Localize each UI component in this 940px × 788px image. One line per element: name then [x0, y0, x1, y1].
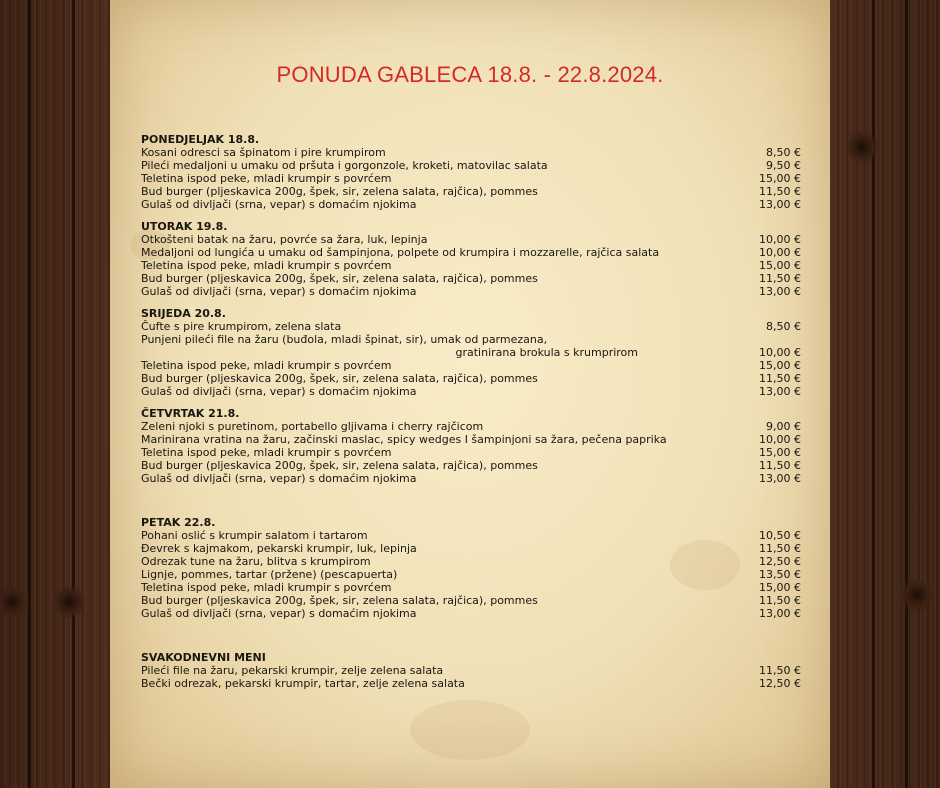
wood-plank-gap — [28, 0, 31, 788]
item-price: 10,00 € — [759, 433, 801, 446]
item-name: Bud burger (pljeskavica 200g, špek, sir, zelena salata, rajčica), pommes — [141, 459, 538, 472]
page-title: PONUDA GABLECA 18.8. - 22.8.2024. — [276, 62, 664, 87]
menu-item — [141, 198, 801, 211]
item-name: Pileći file na žaru, pekarski krumpir, zelje zelena salata — [141, 664, 444, 677]
item-price: 10,00 € — [759, 346, 801, 359]
day-section-thursday — [141, 407, 801, 485]
item-price: 10,50 € — [759, 529, 801, 542]
menu-item — [141, 446, 801, 459]
menu-item — [141, 607, 801, 620]
day-section-tuesday — [141, 220, 801, 298]
item-price: 8,50 € — [766, 320, 801, 333]
menu-item — [141, 385, 801, 398]
day-title: UTORAK 19.8. — [141, 220, 228, 233]
menu-item — [141, 677, 801, 690]
item-price: 15,00 € — [759, 259, 801, 272]
menu-item — [141, 372, 801, 385]
item-name: Gulaš od divljači (srna, vepar) s domaćim njokima — [141, 285, 417, 298]
menu-item — [141, 333, 801, 359]
item-name: Bud burger (pljeskavica 200g, špek, sir, zelena salata, rajčica), pommes — [141, 272, 538, 285]
wood-plank-gap — [905, 0, 908, 788]
wood-knot — [52, 585, 86, 619]
item-price: 12,50 € — [759, 555, 801, 568]
item-name: Gulaš od divljači (srna, vepar) s domaćim njokima — [141, 472, 417, 485]
item-name: Bečki odrezak, pekarski krumpir, tartar, zelje zelena salata — [141, 677, 465, 690]
item-name: Bud burger (pljeskavica 200g, špek, sir, zelena salata, rajčica), pommes — [141, 185, 538, 198]
item-name: Gulaš od divljači (srna, vepar) s domaćim njokima — [141, 385, 417, 398]
menu-item — [141, 185, 801, 198]
menu-item — [141, 529, 801, 542]
item-price: 13,00 € — [759, 472, 801, 485]
item-price: 11,50 € — [759, 372, 801, 385]
item-name: Pileći medaljoni u umaku od pršuta i gorgonzole, kroketi, matovilac salata — [141, 159, 548, 172]
item-price: 11,50 € — [759, 459, 801, 472]
menu-item — [141, 542, 801, 555]
day-title: ČETVRTAK 21.8. — [141, 407, 240, 420]
menu-item — [141, 159, 801, 172]
item-price: 11,50 € — [759, 542, 801, 555]
menu-item — [141, 285, 801, 298]
menu-item — [141, 581, 801, 594]
item-price: 11,50 € — [759, 594, 801, 607]
item-price: 15,00 € — [759, 359, 801, 372]
item-price: 8,50 € — [766, 146, 801, 159]
menu-item — [141, 172, 801, 185]
menu-item — [141, 433, 801, 446]
menu-item — [141, 555, 801, 568]
menu-item — [141, 664, 801, 677]
item-price: 9,00 € — [766, 420, 801, 433]
item-price: 15,00 € — [759, 446, 801, 459]
item-name: Odrezak tune na žaru, blitva s krumpirom — [141, 555, 371, 568]
item-name: Ðevrek s kajmakom, pekarski krumpir, luk, lepinja — [141, 542, 417, 555]
menu-item — [141, 272, 801, 285]
menu-item — [141, 146, 801, 159]
item-price: 13,00 € — [759, 198, 801, 211]
item-name: Otkošteni batak na žaru, povrće sa žara, luk, lepinja — [141, 233, 428, 246]
item-price: 10,00 € — [759, 233, 801, 246]
item-name: Zeleni njoki s puretinom, portabello gljivama i cherry rajčicom — [141, 420, 484, 433]
item-price: 12,50 € — [759, 677, 801, 690]
item-price: 13,00 € — [759, 285, 801, 298]
item-price: 11,50 € — [759, 272, 801, 285]
item-price: 15,00 € — [759, 172, 801, 185]
wood-knot — [845, 130, 879, 164]
menu-item — [141, 246, 801, 259]
menu-item — [141, 459, 801, 472]
day-title: SRIJEDA 20.8. — [141, 307, 226, 320]
day-section-wednesday — [141, 307, 801, 398]
item-name: Marinirana vratina na žaru, začinski maslac, spicy wedges I šampinjoni sa žara, pečena paprika — [141, 433, 667, 446]
item-name: Čufte s pire krumpirom, zelena slata — [141, 320, 342, 333]
item-name: Lignje, pommes, tartar (pržene) (pescapuerta) — [141, 568, 398, 581]
wood-knot — [900, 578, 934, 612]
menu-paper — [110, 0, 830, 788]
item-name: Kosani odresci sa špinatom i pire krumpirom — [141, 146, 386, 159]
menu-item — [141, 568, 801, 581]
wood-knot — [0, 585, 29, 619]
day-section-monday — [141, 133, 801, 211]
item-price: 10,00 € — [759, 246, 801, 259]
day-section-daily-menu — [141, 651, 801, 690]
day-section-friday — [141, 516, 801, 620]
item-name: Teletina ispod peke, mladi krumpir s povrćem — [141, 172, 392, 185]
item-price: 13,00 € — [759, 385, 801, 398]
menu-item — [141, 420, 801, 433]
item-name: Teletina ispod peke, mladi krumpir s povrćem — [141, 581, 392, 594]
day-title: PETAK 22.8. — [141, 516, 216, 529]
item-name: Gulaš od divljači (srna, vepar) s domaćim njokima — [141, 198, 417, 211]
item-price: 11,50 € — [759, 664, 801, 677]
item-price: 13,00 € — [759, 607, 801, 620]
menu-item — [141, 359, 801, 372]
menu-item — [141, 233, 801, 246]
item-price: 15,00 € — [759, 581, 801, 594]
menu-item — [141, 472, 801, 485]
menu-item — [141, 594, 801, 607]
menu-list — [141, 133, 801, 699]
wood-plank-gap — [872, 0, 875, 788]
item-name: Punjeni pileći file na žaru (buđola, mladi špinat, sir), umak od parmezana, — [141, 333, 548, 346]
day-title: SVAKODNEVNI MENI — [141, 651, 266, 664]
item-name-continuation: gratinirana brokula s krumprirom — [455, 346, 638, 359]
menu-item — [141, 320, 801, 333]
item-name: Bud burger (pljeskavica 200g, špek, sir, zelena salata, rajčica), pommes — [141, 594, 538, 607]
item-name: Bud burger (pljeskavica 200g, špek, sir, zelena salata, rajčica), pommes — [141, 372, 538, 385]
item-name: Gulaš od divljači (srna, vepar) s domaćim njokima — [141, 607, 417, 620]
wood-plank-gap — [72, 0, 75, 788]
item-name: Teletina ispod peke, mladi krumpir s povrćem — [141, 446, 392, 459]
item-name: Teletina ispod peke, mladi krumpir s povrćem — [141, 259, 392, 272]
item-price: 11,50 € — [759, 185, 801, 198]
menu-item — [141, 259, 801, 272]
item-name: Pohani oslić s krumpir salatom i tartarom — [141, 529, 368, 542]
item-name: Medaljoni od lungića u umaku od šampinjona, polpete od krumpira i mozzarelle, rajčica salata — [141, 246, 660, 259]
item-price: 13,50 € — [759, 568, 801, 581]
day-title: PONEDJELJAK 18.8. — [141, 133, 260, 146]
item-name: Teletina ispod peke, mladi krumpir s povrćem — [141, 359, 392, 372]
paper-stain — [410, 700, 530, 760]
item-price: 9,50 € — [766, 159, 801, 172]
